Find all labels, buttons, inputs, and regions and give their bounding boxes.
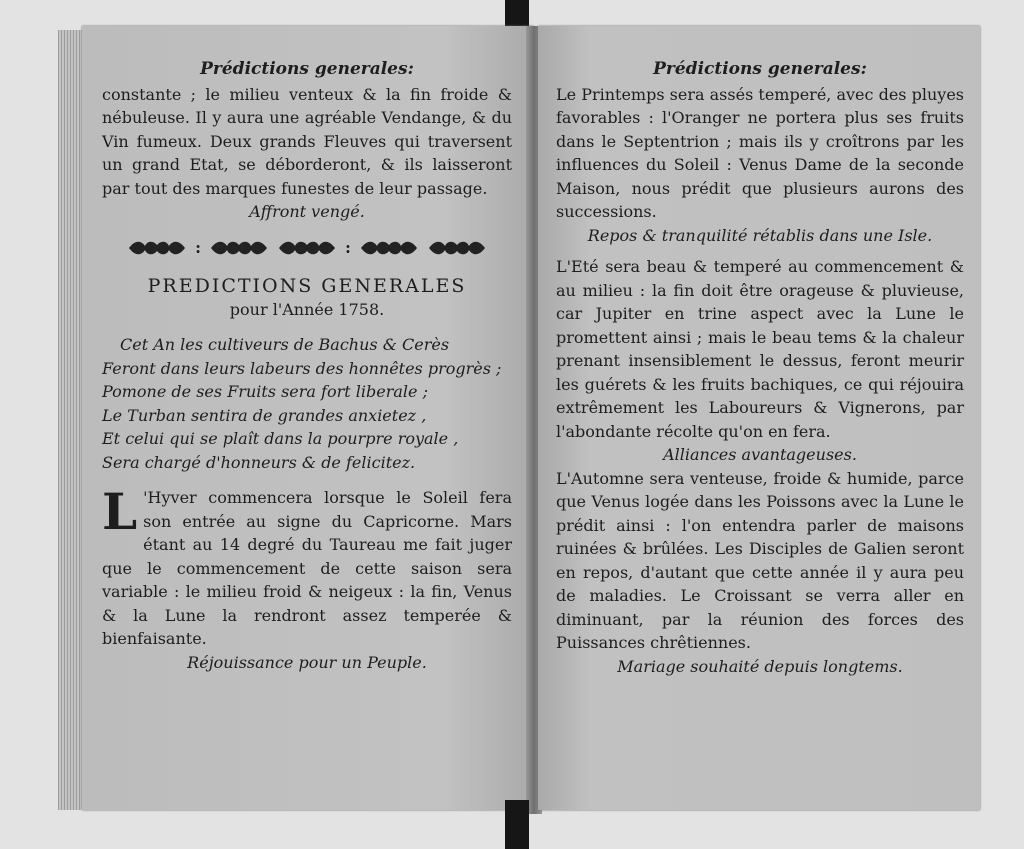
verse-line: Pomone de ses Fruits sera fort liberale ; bbox=[102, 382, 428, 401]
left-paragraph-1-tag: Affront vengé. bbox=[249, 202, 365, 221]
bookmark-ribbon-bottom bbox=[505, 800, 529, 849]
left-paragraph-2-tag: Réjouissance pour un Peuple. bbox=[187, 652, 427, 672]
right-paragraph-2-tag: Alliances avantageuses. bbox=[663, 445, 857, 464]
section-subtitle: pour l'Année 1758. bbox=[229, 299, 385, 319]
left-paragraph-1: constante ; le milieu venteux & la fin froide & nébuleuse. Il y aura une agréable Vendange, & du Vin fumeux. Deux grands Fleuves qui traversent un grand Etat, se déborderont, & ils laisseront par tout des marques funestes de leur passage. bbox=[102, 84, 512, 198]
running-header-left: Prédictions generales: bbox=[200, 59, 414, 79]
right-paragraph-3: L'Automne sera venteuse, froide & humide, parce que Venus logée dans les Poissons avec la Lune le prédit ainsi : l'on entendra parler de maisons ruinées & brûlées. Les Disciples de Galien seront en repos, d'autant que cette année il y aura peu de maladies. Le Croissant se verra aller en diminuant, par la réunion des forces des Puissances chrêtiennes. bbox=[556, 468, 964, 652]
left-paragraph-2-text: 'Hyver commencera lorsque le Soleil fera son entrée au signe du Capricorne. Mars étant au 14 degré du Taureau me fait juger que le commencement de cette saison sera variable : le milieu froid & neigeux : la fin, Venus & la Lune la rendront assez temperée & bienfaisante. bbox=[102, 488, 512, 648]
ornament-colon: : bbox=[345, 237, 351, 257]
fleuron-icon bbox=[359, 238, 419, 258]
running-header-right: Prédictions generales: bbox=[653, 59, 867, 79]
open-book bbox=[58, 26, 986, 814]
right-paragraph-1-tag: Repos & tranquilité rétablis dans une Isle. bbox=[587, 225, 933, 245]
drop-cap: L bbox=[102, 482, 138, 541]
verse-line: Le Turban sentira de grandes anxietez , bbox=[102, 405, 427, 425]
section-title: PREDICTIONS GENERALES bbox=[147, 274, 467, 297]
ornament-band bbox=[102, 238, 512, 258]
verse-line: Feront dans leurs labeurs des honnêtes progrès ; bbox=[102, 358, 502, 378]
right-paragraph-1: Le Printemps sera assés temperé, avec des pluyes favorables : l'Oranger ne portera plus ses fruits dans le Septentrion ; mais ils y croîtrons par les influences du Soleil : Venus Dame de la seconde Maison, nous prédit que plusieurs aurons des successions. bbox=[556, 84, 964, 221]
verse-line: Et celui qui se plaît dans la pourpre royale , bbox=[102, 429, 459, 448]
verse-line: Sera chargé d'honneurs & de felicitez. bbox=[102, 452, 416, 472]
fleuron-icon bbox=[127, 238, 187, 258]
ornament-colon: : bbox=[195, 237, 201, 257]
verse-line: Cet An les cultiveurs de Bachus & Cerès bbox=[120, 335, 450, 354]
left-page bbox=[82, 26, 534, 810]
fleuron-icon bbox=[209, 238, 269, 258]
right-paragraph-2: L'Eté sera beau & temperé au commencement & au milieu : la fin doit être orageuse & pluvieuse, car Jupiter en trine aspect avec la Lune le promettent ainsi ; mais le beau tems & la chaleur prenant insensiblement le dessus, feront meurir les guérets & les fruits bachiques, ce qui réjouira extrêmement les Laboureurs & Vignerons, par l'abondante récolte qu'on en fera. bbox=[556, 257, 964, 441]
right-page bbox=[538, 26, 980, 810]
fleuron-icon bbox=[427, 238, 487, 258]
left-paragraph-2 bbox=[102, 482, 512, 651]
right-paragraph-3-tag: Mariage souhaité depuis longtems. bbox=[617, 656, 903, 676]
fleuron-icon bbox=[277, 238, 337, 258]
verse-block bbox=[102, 333, 512, 474]
